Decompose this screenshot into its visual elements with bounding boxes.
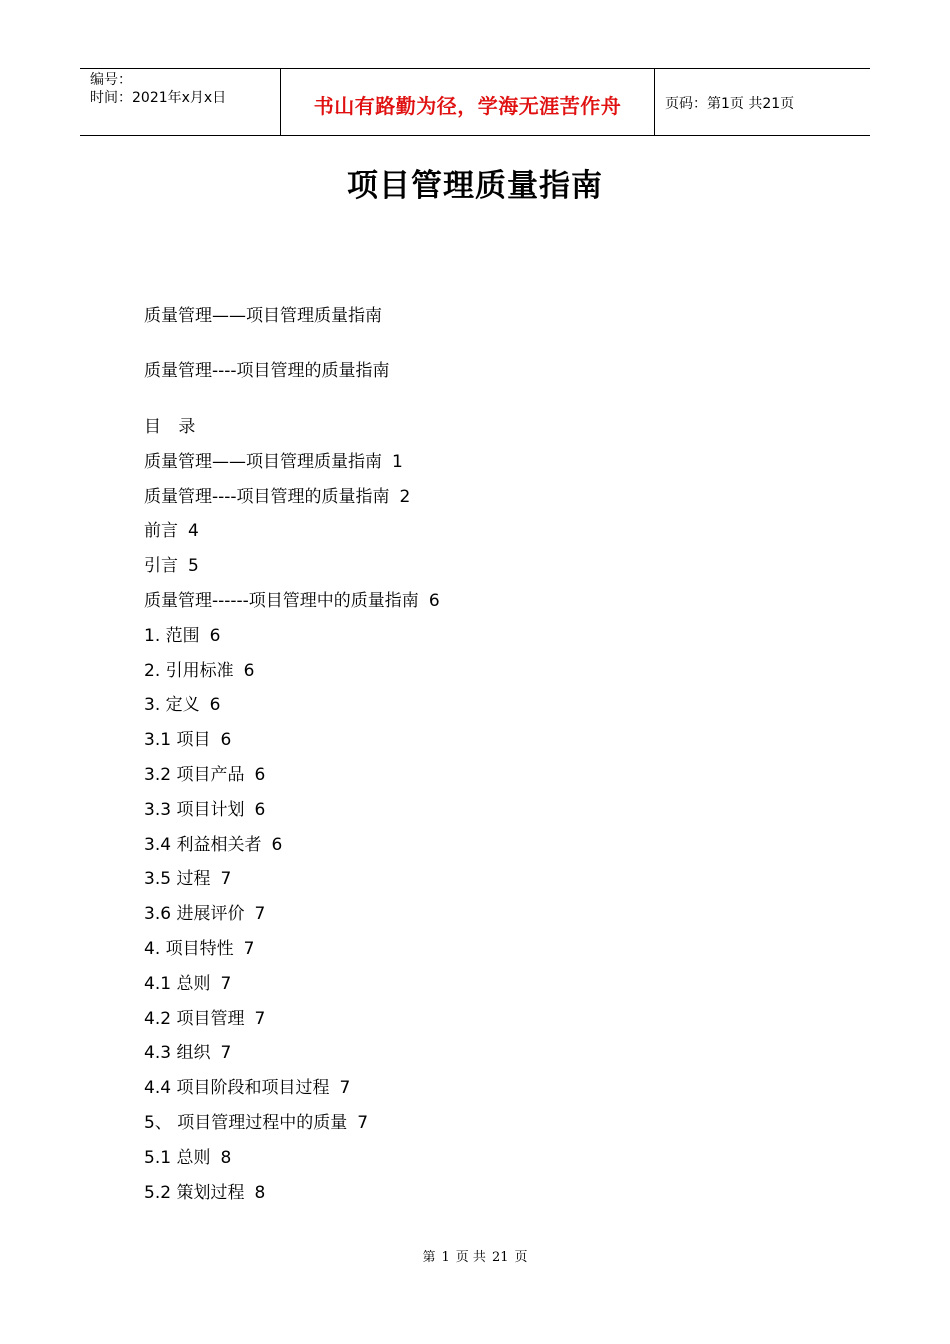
- toc-item[interactable]: [144, 973, 440, 1008]
- toc-item[interactable]: [144, 694, 440, 729]
- toc-item-text: 3.5 过程: [144, 869, 211, 890]
- toc-item-text: 4.4 项目阶段和项目过程: [144, 1078, 330, 1099]
- toc-heading: 目 录: [144, 417, 202, 437]
- toc-item-text: 5.2 策划过程: [144, 1182, 245, 1203]
- toc-item-page: 6: [428, 590, 440, 611]
- toc-item[interactable]: [144, 1042, 440, 1077]
- toc-item-text: 4.1 总则: [144, 973, 211, 994]
- toc-item-page: 8: [220, 1147, 232, 1168]
- toc-item-text: 4.3 组织: [144, 1043, 211, 1064]
- toc-item-text: 3.4 利益相关者: [144, 834, 262, 855]
- toc-item[interactable]: [144, 938, 440, 973]
- toc-item[interactable]: [144, 1147, 440, 1182]
- toc-item[interactable]: [144, 451, 440, 486]
- toc-item-page: 6: [243, 660, 255, 681]
- toc-item-text: 3.2 项目产品: [144, 764, 245, 785]
- toc-item-text: 3.1 项目: [144, 730, 211, 751]
- footer-middle: 页 共: [455, 1250, 486, 1265]
- toc-item-page: 4: [188, 521, 199, 542]
- toc-item-page: 5: [188, 556, 199, 577]
- header-motto-cell: [281, 69, 655, 135]
- toc-item-page: 1: [392, 451, 403, 472]
- toc-item-text: 1. 范围: [144, 625, 200, 646]
- page-header: [80, 68, 870, 136]
- time-label: 时间：2021年x月x日: [90, 90, 227, 106]
- header-page-cell: [655, 69, 870, 135]
- toc-item-text: 质量管理----项目管理的质量指南: [144, 486, 390, 507]
- toc-item[interactable]: [144, 903, 440, 938]
- footer-current-page: 1: [441, 1250, 450, 1265]
- toc-item[interactable]: [144, 1182, 440, 1217]
- toc-item-text: 5.1 总则: [144, 1147, 211, 1168]
- toc-item-page: 7: [254, 904, 266, 925]
- toc-item-text: 2. 引用标准: [144, 660, 234, 681]
- toc-item[interactable]: [144, 1112, 440, 1147]
- toc-item[interactable]: [144, 625, 440, 660]
- toc-item-page: 7: [254, 1008, 266, 1029]
- toc-item-text: 5、 项目管理过程中的质量: [144, 1112, 348, 1133]
- toc-item[interactable]: [144, 486, 440, 521]
- toc-item[interactable]: [144, 729, 440, 764]
- toc-item[interactable]: [144, 799, 440, 834]
- toc-item-page: 6: [209, 625, 221, 646]
- toc-item-text: 3.6 进展评价: [144, 904, 245, 925]
- number-label: 编号：: [90, 72, 132, 88]
- header-left-cell: [80, 69, 281, 135]
- page-footer: [0, 1246, 950, 1265]
- toc-item-text: 4.2 项目管理: [144, 1008, 245, 1029]
- toc-item-page: 2: [399, 486, 411, 507]
- toc-item-text: 3. 定义: [144, 695, 200, 716]
- toc-item[interactable]: [144, 834, 440, 869]
- toc-item[interactable]: [144, 590, 440, 625]
- toc-item[interactable]: [144, 1077, 440, 1112]
- toc-item-text: 质量管理——项目管理质量指南: [144, 451, 382, 472]
- toc-item-page: 6: [254, 764, 266, 785]
- toc-item-text: 质量管理------项目管理中的质量指南: [144, 590, 419, 611]
- table-of-contents: [144, 416, 440, 1216]
- toc-item-page: 6: [254, 799, 266, 820]
- toc-item-page: 6: [209, 695, 221, 716]
- toc-item-text: 引言: [144, 556, 178, 577]
- document-title: 项目管理质量指南: [347, 168, 603, 204]
- toc-item[interactable]: [144, 868, 440, 903]
- toc-item-text: 4. 项目特性: [144, 938, 234, 959]
- footer-suffix: 页: [514, 1250, 528, 1265]
- paragraph: 质量管理----项目管理的质量指南: [144, 361, 390, 381]
- toc-item-page: 6: [271, 834, 283, 855]
- toc-item[interactable]: [144, 555, 440, 590]
- toc-item-page: 8: [254, 1182, 266, 1203]
- toc-item[interactable]: [144, 764, 440, 799]
- paragraph: 质量管理——项目管理质量指南: [144, 306, 382, 326]
- toc-item-page: 7: [220, 869, 232, 890]
- toc-item[interactable]: [144, 660, 440, 695]
- toc-item-page: 7: [220, 973, 232, 994]
- toc-item[interactable]: [144, 520, 440, 555]
- toc-item-page: 7: [243, 938, 255, 959]
- page-info: 页码：第1页 共21页: [665, 96, 795, 112]
- motto-text: 书山有路勤为径，学海无涯苦作舟: [313, 93, 622, 118]
- toc-item-page: 6: [220, 730, 232, 751]
- toc-item[interactable]: [144, 1008, 440, 1043]
- toc-item-page: 7: [220, 1043, 232, 1064]
- toc-item-page: 7: [339, 1078, 351, 1099]
- footer-total-pages: 21: [491, 1250, 509, 1265]
- toc-item-text: 前言: [144, 521, 178, 542]
- footer-prefix: 第: [422, 1250, 436, 1265]
- toc-item-text: 3.3 项目计划: [144, 799, 245, 820]
- toc-item-page: 7: [357, 1112, 369, 1133]
